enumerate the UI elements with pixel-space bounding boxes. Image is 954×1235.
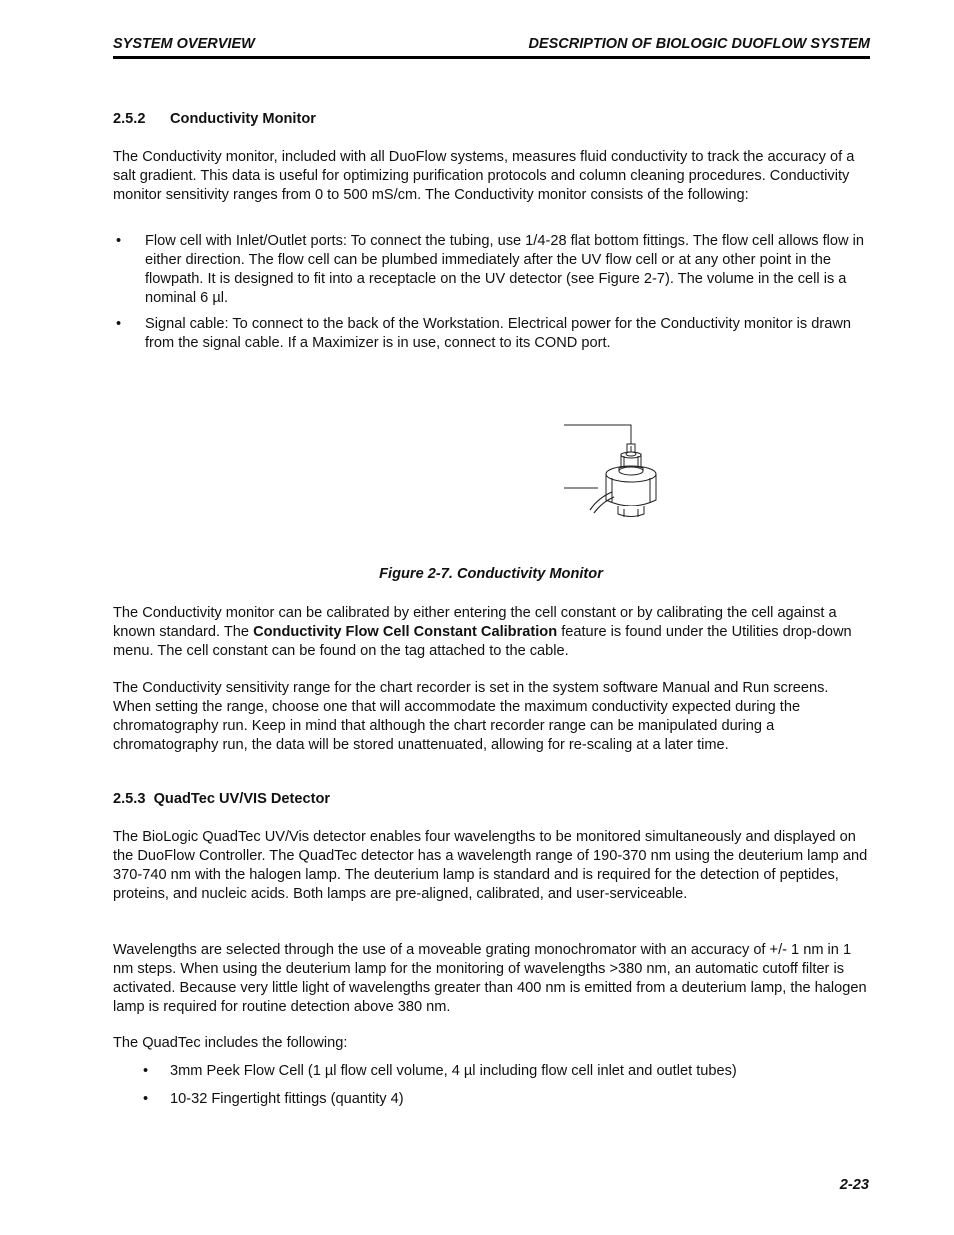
section-title: Conductivity Monitor <box>170 111 316 127</box>
conductivity-intro: The Conductivity monitor, included with all DuoFlow systems, measures fluid conductivity to track the accuracy of a salt gradient. This data is useful for optimizing purification protocols and column cleaning procedures. Conductivity monitor sensitivity ranges from 0 to 500 mS/cm. The Conductivity monitor consists of the following: <box>113 149 855 203</box>
page-header <box>113 36 870 59</box>
wavelength-paragraph: Wavelengths are selected through the use of a moveable grating monochromator with an accuracy of +/- 1 nm in 1 nm steps. When using the deuterium lamp for the monitoring of wavelengths >380 nm, an automatic cutoff filter is activated. Because very little light of wavelengths greater than 400 nm is emitted from a deuterium lamp, the halogen lamp is required for routine detection above 380 nm. <box>113 942 867 1015</box>
list-item <box>140 1062 870 1081</box>
section-title: QuadTec UV/VIS Detector <box>153 791 331 807</box>
section-heading-2-5-2 <box>113 111 316 127</box>
text-run: feature is found under the Utilities drop-down menu. The cell constant can be found on the tag attached to the cable. <box>113 624 852 659</box>
figure-caption: Figure 2-7. Conductivity Monitor <box>379 566 603 582</box>
bullet: • <box>143 1063 149 1079</box>
bullet: • <box>143 1091 149 1107</box>
list-item <box>140 1090 870 1109</box>
header-left: SYSTEM OVERVIEW <box>113 36 255 52</box>
list-item <box>113 315 870 353</box>
calibration-paragraph <box>113 604 870 661</box>
page-number: 2-23 <box>839 1177 869 1193</box>
bullet: • <box>116 316 122 332</box>
list-item-text: 10-32 Fingertight fittings (quantity 4) <box>170 1091 404 1107</box>
text-run: The Conductivity monitor can be calibrated by either entering the cell constant or by calibrating the cell against a known standard. The <box>113 605 837 640</box>
quadtec-includes: The QuadTec includes the following: <box>113 1035 348 1051</box>
section-number: 2.5.3 <box>113 791 146 807</box>
quadtec-intro: The BioLogic QuadTec UV/Vis detector enables four wavelengths to be monitored simultaneously and displayed on the DuoFlow Controller. The QuadTec detector has a wavelength range of 190-370 nm using the deuterium lamp and 370-740 nm with the halogen lamp. The deuterium lamp is standard and is required for the detection of peptides, proteins, and nucleic acids. Both lamps are pre-aligned, calibrated, and user-serviceable. <box>113 829 868 902</box>
list-item-text: Flow cell with Inlet/Outlet ports: To connect the tubing, use 1/4-28 flat bottom fittings. The flow cell allows flow in either direction. The flow cell can be plumbed immediately after the UV flow cell or at any other point in the flowpath. It is designed to fit into a receptacle on the UV detector (see Figure 2-7). The volume in the cell is a nominal 6 µl. <box>145 233 864 306</box>
section-heading-2-5-3 <box>113 791 330 807</box>
bullet: • <box>116 233 122 249</box>
header-right: DESCRIPTION OF BIOLOGIC DUOFLOW SYSTEM <box>528 36 870 52</box>
section-number: 2.5.2 <box>113 111 146 127</box>
sensitivity-paragraph: The Conductivity sensitivity range for the chart recorder is set in the system software Manual and Run screens. When setting the range, choose one that will accommodate the maximum conductivity expected during the chromatography run. Keep in mind that although the chart recorder range can be manipulated during a chromatography run, the data will be stored unattenuated, allowing for re-scaling at a later time. <box>113 680 829 753</box>
list-item <box>113 232 870 308</box>
conductivity-monitor-figure <box>560 418 670 522</box>
bold-term: Conductivity Flow Cell Constant Calibration <box>253 624 558 640</box>
list-item-text: 3mm Peek Flow Cell (1 µl flow cell volume, 4 µl including flow cell inlet and outlet tubes) <box>170 1063 737 1079</box>
list-item-text: Signal cable: To connect to the back of the Workstation. Electrical power for the Conductivity monitor is drawn from the signal cable. If a Maximizer is in use, connect to its COND port. <box>145 316 851 351</box>
